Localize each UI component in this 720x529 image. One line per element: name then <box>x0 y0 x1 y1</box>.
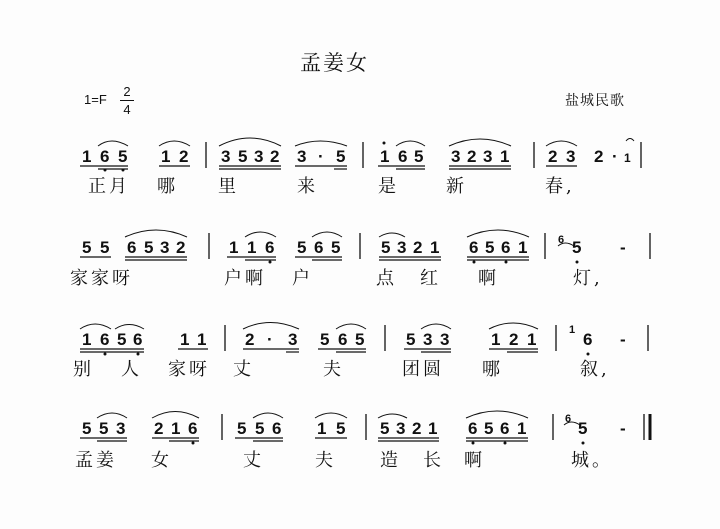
svg-text:1: 1 <box>624 151 631 165</box>
lyric-word: 家家呀 <box>70 268 133 289</box>
lyric-word: 夫 <box>323 359 344 380</box>
lyric-word: 长 <box>423 450 444 471</box>
svg-text:6: 6 <box>100 147 110 166</box>
svg-text:1: 1 <box>229 238 239 257</box>
lyric-word: 新 <box>446 176 467 197</box>
svg-text:5: 5 <box>255 419 265 438</box>
svg-text:5: 5 <box>572 238 582 257</box>
svg-text:1: 1 <box>428 419 438 438</box>
svg-text:5: 5 <box>117 330 127 349</box>
svg-text:6: 6 <box>265 238 275 257</box>
svg-text:2: 2 <box>413 238 423 257</box>
svg-text:5: 5 <box>414 147 424 166</box>
svg-text:1: 1 <box>527 330 537 349</box>
svg-text:5: 5 <box>237 419 247 438</box>
svg-text:6: 6 <box>133 330 143 349</box>
lyric-word: 里 <box>218 176 239 197</box>
lyric-word: 是 <box>378 176 399 197</box>
svg-text:6: 6 <box>565 413 572 425</box>
svg-text:6: 6 <box>500 419 510 438</box>
lyrics-line-4 <box>75 450 613 471</box>
staff-line-3 <box>80 323 648 356</box>
svg-text:3: 3 <box>423 330 433 349</box>
svg-text:6: 6 <box>583 330 593 349</box>
lyric-word: 哪 <box>482 359 503 380</box>
lyrics-line-2 <box>70 268 603 289</box>
lyric-word: 人 <box>121 359 142 380</box>
svg-text:·: · <box>267 330 273 349</box>
svg-text:3: 3 <box>566 147 576 166</box>
svg-text:2: 2 <box>412 419 422 438</box>
svg-text:5: 5 <box>578 419 588 438</box>
svg-text:-: - <box>620 238 626 257</box>
svg-text:1: 1 <box>500 147 510 166</box>
lyric-word: 啊 <box>478 268 499 289</box>
svg-text:3: 3 <box>297 147 307 166</box>
svg-text:1: 1 <box>518 238 528 257</box>
lyric-word: 丈 <box>233 359 254 380</box>
svg-text:3: 3 <box>483 147 493 166</box>
svg-text:-: - <box>620 419 626 438</box>
lyric-word: 灯, <box>573 268 603 289</box>
svg-text:1: 1 <box>161 147 171 166</box>
lyric-word: 哪 <box>157 176 178 197</box>
lyric-word: 啊 <box>464 450 485 471</box>
svg-text:5: 5 <box>381 238 391 257</box>
lyric-word: 女 <box>151 450 172 471</box>
svg-text:3: 3 <box>116 419 126 438</box>
lyric-word: 点 <box>376 268 397 289</box>
lyric-word: 城。 <box>571 450 613 471</box>
time-signature-bottom: 4 <box>123 102 131 117</box>
lyric-word: 户啊 <box>224 268 266 289</box>
svg-text:5: 5 <box>484 419 494 438</box>
svg-text:1: 1 <box>517 419 527 438</box>
lyric-word: 家呀 <box>168 359 210 380</box>
svg-text:·: · <box>612 147 618 166</box>
svg-text:2: 2 <box>548 147 558 166</box>
svg-text:3: 3 <box>288 330 298 349</box>
svg-text:5: 5 <box>485 238 495 257</box>
svg-text:6: 6 <box>501 238 511 257</box>
svg-text:1: 1 <box>82 147 92 166</box>
lyric-word: 夫 <box>315 450 336 471</box>
svg-text:3: 3 <box>440 330 450 349</box>
staff-line-4 <box>80 411 650 445</box>
svg-text:2: 2 <box>509 330 519 349</box>
lyric-word: 团圆 <box>402 359 444 380</box>
svg-text:3: 3 <box>397 238 407 257</box>
svg-text:2: 2 <box>245 330 255 349</box>
svg-text:-: - <box>620 330 626 349</box>
song-title: 孟姜女 <box>300 51 369 75</box>
staff-line-1 <box>80 138 641 172</box>
lyrics-line-1 <box>88 176 575 197</box>
svg-text:1: 1 <box>380 147 390 166</box>
song-source: 盐城民歌 <box>565 93 625 109</box>
svg-text:2: 2 <box>179 147 189 166</box>
lyric-word: 来 <box>297 176 318 197</box>
svg-text:6: 6 <box>398 147 408 166</box>
svg-text:5: 5 <box>238 147 248 166</box>
lyric-word: 红 <box>420 268 441 289</box>
svg-text:5: 5 <box>144 238 154 257</box>
lyric-word: 叙, <box>580 359 610 380</box>
lyric-word: 造 <box>380 450 401 471</box>
svg-text:6: 6 <box>468 419 478 438</box>
svg-text:5: 5 <box>380 419 390 438</box>
svg-text:5: 5 <box>100 238 110 257</box>
svg-text:1: 1 <box>180 330 190 349</box>
lyric-word: 丈 <box>243 450 264 471</box>
svg-text:5: 5 <box>336 419 346 438</box>
staff-line-2 <box>80 230 650 264</box>
svg-text:3: 3 <box>396 419 406 438</box>
svg-text:1: 1 <box>317 419 327 438</box>
svg-text:5: 5 <box>355 330 365 349</box>
svg-text:1: 1 <box>197 330 207 349</box>
svg-text:5: 5 <box>406 330 416 349</box>
svg-text:5: 5 <box>331 238 341 257</box>
svg-text:5: 5 <box>297 238 307 257</box>
lyric-word: 春, <box>545 176 575 197</box>
svg-text:3: 3 <box>451 147 461 166</box>
svg-text:1: 1 <box>430 238 440 257</box>
svg-text:2: 2 <box>176 238 186 257</box>
svg-text:1: 1 <box>247 238 257 257</box>
svg-text:3: 3 <box>160 238 170 257</box>
svg-text:2: 2 <box>270 147 280 166</box>
svg-text:6: 6 <box>127 238 137 257</box>
svg-text:2: 2 <box>467 147 477 166</box>
svg-text:1: 1 <box>82 330 92 349</box>
svg-text:3: 3 <box>254 147 264 166</box>
svg-text:1: 1 <box>569 324 576 336</box>
svg-text:1: 1 <box>171 419 181 438</box>
time-signature-top: 2 <box>123 84 131 99</box>
svg-text:6: 6 <box>188 419 198 438</box>
svg-text:5: 5 <box>82 419 92 438</box>
svg-text:6: 6 <box>100 330 110 349</box>
svg-text:2: 2 <box>154 419 164 438</box>
svg-text:6: 6 <box>558 234 565 246</box>
svg-text:5: 5 <box>336 147 346 166</box>
svg-text:5: 5 <box>82 238 92 257</box>
lyric-word: 别 <box>73 359 94 380</box>
key-signature: 1=F <box>84 92 107 107</box>
svg-text:5: 5 <box>99 419 109 438</box>
lyric-word: 孟姜 <box>75 450 117 471</box>
svg-text:2: 2 <box>594 147 604 166</box>
svg-text:·: · <box>318 147 324 166</box>
svg-text:6: 6 <box>469 238 479 257</box>
svg-text:5: 5 <box>118 147 128 166</box>
svg-text:6: 6 <box>272 419 282 438</box>
svg-text:1: 1 <box>491 330 501 349</box>
svg-text:6: 6 <box>314 238 324 257</box>
lyrics-line-3 <box>73 359 610 380</box>
lyric-word: 正月 <box>88 176 130 197</box>
svg-text:6: 6 <box>338 330 348 349</box>
svg-text:3: 3 <box>221 147 231 166</box>
svg-text:5: 5 <box>320 330 330 349</box>
lyric-word: 户 <box>292 268 313 289</box>
